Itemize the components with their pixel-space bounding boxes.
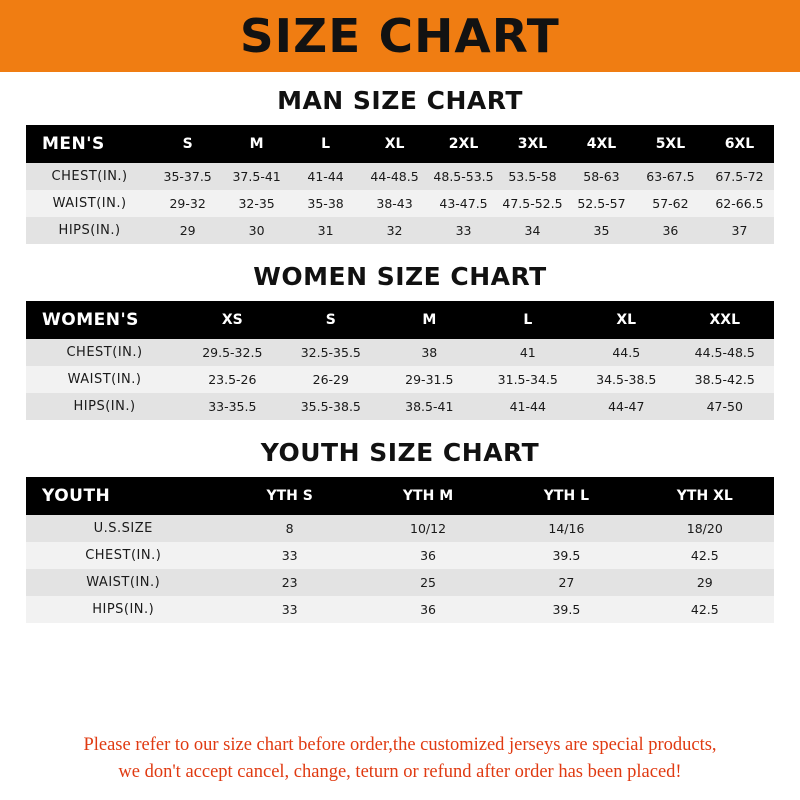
- table-header-row: [26, 477, 774, 515]
- table-cell: 25: [420, 575, 436, 590]
- table-cell: 26-29: [312, 372, 349, 387]
- table-cell: 34: [524, 223, 541, 238]
- table-header-cell: 4XL: [586, 136, 617, 152]
- table-cell: 27: [558, 575, 575, 590]
- women-section-title: WOMEN SIZE CHART: [253, 262, 547, 291]
- table-header-row: [26, 301, 774, 339]
- table-cell: 67.5-72: [715, 169, 764, 184]
- footer-disclaimer: [0, 732, 800, 786]
- header-banner: [0, 0, 800, 72]
- table-cell: 44.5-48.5: [694, 345, 755, 360]
- table-header-cell: XL: [384, 136, 405, 152]
- man-size-table: [26, 125, 774, 244]
- table-row: [26, 393, 774, 420]
- table-header-row: [26, 125, 774, 163]
- table-cell: 41-44: [509, 399, 546, 414]
- man-size-section: [0, 86, 800, 244]
- table-cell: 36: [420, 602, 436, 617]
- table-header-cell: YOUTH: [42, 486, 111, 506]
- footer-line-1: Please refer to our size chart before order,the customized jerseys are special products,: [83, 735, 717, 756]
- table-cell: 23.5-26: [208, 372, 257, 387]
- table-row: [26, 569, 774, 596]
- table-cell: 35: [593, 223, 610, 238]
- table-header-cell: 2XL: [448, 136, 479, 152]
- table-header-cell: XL: [616, 312, 637, 328]
- table-cell: 38.5-41: [405, 399, 454, 414]
- table-row: [26, 217, 774, 244]
- page-title: SIZE CHART: [240, 9, 560, 63]
- row-label: U.S.SIZE: [93, 521, 153, 536]
- table-cell: 44.5: [612, 345, 641, 360]
- table-cell: 41: [519, 345, 536, 360]
- table-cell: 39.5: [552, 602, 581, 617]
- table-cell: 35-38: [307, 196, 344, 211]
- footer-line-2: we don't accept cancel, change, teturn or refund after order has been placed!: [118, 762, 682, 783]
- man-section-title: MAN SIZE CHART: [277, 86, 523, 115]
- row-label: CHEST(IN.): [51, 169, 128, 184]
- table-header-cell: YTH L: [543, 488, 589, 504]
- table-cell: 63-67.5: [646, 169, 695, 184]
- table-cell: 30: [248, 223, 265, 238]
- row-label: HIPS(IN.): [73, 399, 136, 414]
- table-header-cell: XXL: [709, 312, 740, 328]
- table-cell: 41-44: [307, 169, 344, 184]
- table-row: [26, 596, 774, 623]
- table-row: [26, 163, 774, 190]
- man-table-wrap: [26, 125, 774, 244]
- table-cell: 42.5: [690, 548, 719, 563]
- table-cell: 31.5-34.5: [497, 372, 558, 387]
- table-cell: 47.5-52.5: [502, 196, 563, 211]
- table-cell: 35-37.5: [163, 169, 212, 184]
- table-cell: 32.5-35.5: [300, 345, 361, 360]
- table-cell: 62-66.5: [715, 196, 764, 211]
- youth-section-title: YOUTH SIZE CHART: [260, 438, 540, 467]
- table-cell: 37.5-41: [232, 169, 281, 184]
- table-row: [26, 366, 774, 393]
- table-cell: 33: [455, 223, 472, 238]
- table-cell: 18/20: [686, 521, 723, 536]
- youth-size-table: [26, 477, 774, 623]
- row-label: CHEST(IN.): [66, 345, 143, 360]
- table-header-cell: L: [321, 136, 331, 152]
- table-cell: 57-62: [652, 196, 689, 211]
- table-header-cell: M: [422, 312, 437, 328]
- table-row: [26, 190, 774, 217]
- table-cell: 29: [696, 575, 713, 590]
- women-size-table: [26, 301, 774, 420]
- table-cell: 47-50: [706, 399, 743, 414]
- table-cell: 23: [281, 575, 298, 590]
- table-cell: 29-32: [169, 196, 206, 211]
- youth-size-section: [0, 438, 800, 623]
- women-table-wrap: [26, 301, 774, 420]
- table-cell: 33: [281, 602, 298, 617]
- row-label: CHEST(IN.): [85, 548, 162, 563]
- women-size-section: [0, 262, 800, 420]
- table-cell: 38-43: [376, 196, 413, 211]
- table-cell: 37: [731, 223, 748, 238]
- table-header-cell: S: [182, 136, 193, 152]
- table-header-cell: L: [523, 312, 533, 328]
- table-cell: 10/12: [410, 521, 447, 536]
- row-label: HIPS(IN.): [92, 602, 155, 617]
- row-label: WAIST(IN.): [86, 575, 161, 590]
- table-header-cell: S: [325, 312, 336, 328]
- table-cell: 33: [281, 548, 298, 563]
- table-header-cell: MEN'S: [42, 134, 105, 154]
- table-cell: 29: [179, 223, 196, 238]
- table-cell: 8: [285, 521, 294, 536]
- table-header-cell: 3XL: [517, 136, 548, 152]
- table-row: [26, 339, 774, 366]
- table-header-cell: 5XL: [655, 136, 686, 152]
- table-cell: 31: [317, 223, 334, 238]
- table-cell: 36: [662, 223, 679, 238]
- table-cell: 48.5-53.5: [433, 169, 494, 184]
- table-cell: 34.5-38.5: [596, 372, 657, 387]
- table-cell: 44-47: [608, 399, 645, 414]
- table-cell: 43-47.5: [439, 196, 488, 211]
- table-cell: 38.5-42.5: [694, 372, 755, 387]
- table-cell: 42.5: [690, 602, 719, 617]
- table-header-cell: XS: [221, 312, 243, 328]
- table-cell: 29-31.5: [405, 372, 454, 387]
- row-label: WAIST(IN.): [52, 196, 127, 211]
- table-cell: 58-63: [583, 169, 620, 184]
- table-cell: 32: [386, 223, 403, 238]
- table-cell: 33-35.5: [208, 399, 257, 414]
- table-cell: 44-48.5: [370, 169, 419, 184]
- table-header-cell: YTH S: [266, 488, 313, 504]
- table-header-cell: YTH M: [402, 488, 454, 504]
- row-label: HIPS(IN.): [58, 223, 121, 238]
- table-cell: 36: [420, 548, 436, 563]
- table-cell: 39.5: [552, 548, 581, 563]
- table-header-cell: YTH XL: [676, 488, 733, 504]
- table-cell: 53.5-58: [508, 169, 557, 184]
- table-cell: 14/16: [548, 521, 585, 536]
- table-header-cell: WOMEN'S: [42, 310, 139, 330]
- table-row: [26, 542, 774, 569]
- table-cell: 29.5-32.5: [202, 345, 263, 360]
- table-cell: 35.5-38.5: [300, 399, 361, 414]
- table-cell: 32-35: [238, 196, 275, 211]
- table-cell: 52.5-57: [577, 196, 626, 211]
- table-header-cell: M: [249, 136, 264, 152]
- row-label: WAIST(IN.): [67, 372, 142, 387]
- table-cell: 38: [421, 345, 438, 360]
- table-header-cell: 6XL: [724, 136, 755, 152]
- youth-table-wrap: [26, 477, 774, 623]
- table-row: [26, 515, 774, 542]
